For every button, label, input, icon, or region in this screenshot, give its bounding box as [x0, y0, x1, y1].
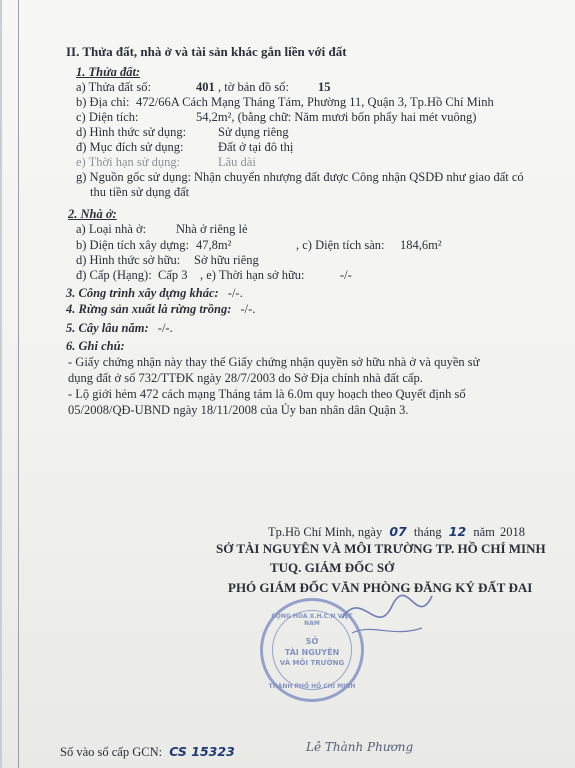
ownership-value: Sở hữu riêng — [194, 253, 259, 267]
item4-line — [66, 302, 255, 317]
signer-title: PHÓ GIÁM ĐỐC VĂN PHÒNG ĐĂNG KÝ ĐẤT ĐAI — [228, 580, 533, 595]
date-day: 07 — [389, 524, 407, 539]
address-value: 472/66A Cách Mạng Tháng Tám, Phường 11, Quận 3, Tp.Hồ Chí Minh — [136, 95, 494, 109]
issuing-org: SỞ TÀI NGUYÊN VÀ MÔI TRƯỜNG TP. HỒ CHÍ MINH — [216, 541, 546, 556]
item4-label: 4. Rừng sản xuất là rừng trồng: — [66, 302, 232, 316]
floor-area-value: 184,6m² — [400, 238, 442, 252]
seal-center-line3: VÀ MÔI TRƯỜNG — [279, 659, 345, 667]
term-value: Lâu dài — [218, 155, 256, 169]
address-label: b) Địa chỉ: — [76, 95, 130, 109]
origin-value-line2: thu tiền sử dụng đất — [90, 185, 190, 199]
date-prefix: Tp.Hồ Chí Minh, ngày — [268, 525, 383, 539]
build-area-label: b) Diện tích xây dựng: — [76, 238, 190, 252]
land-address-row — [76, 95, 494, 110]
origin-value-line1: Nhận chuyển nhượng đất được Công nhận QSDĐ như giao đất có — [194, 170, 524, 184]
tuq-line: TUQ. GIÁM ĐỐC SỞ — [270, 560, 395, 575]
item5-value: -/-. — [157, 321, 173, 335]
item5-line — [66, 321, 173, 336]
seal-center-line1: SỞ — [305, 637, 319, 646]
use-form-label: d) Hình thức sử dụng: — [76, 125, 187, 139]
note1-line1: - Giấy chứng nhận này thay thế Giấy chứng nhận quyền sở hữu nhà ở và quyền sử — [68, 355, 480, 369]
seal-bottom-text: THÀNH PHỐ HỒ CHÍ MINH — [268, 683, 356, 690]
house-area-row — [76, 238, 442, 253]
note2-line2: 05/2008/QĐ-UBND ngày 18/11/2008 của Ủy ban nhân dân Quận 3. — [68, 403, 409, 417]
use-form-value: Sử dụng riêng — [218, 125, 289, 139]
item3-value: -/-. — [227, 286, 243, 300]
year-label: năm — [473, 525, 495, 539]
section-title: II. Thửa đất, nhà ở và tài sản khác gắn liền với đất — [66, 44, 347, 59]
area-label: c) Diện tích: — [76, 110, 139, 124]
house-heading: 2. Nhà ở: — [68, 207, 117, 221]
signer-name: Lê Thành Phương — [306, 740, 414, 754]
house-type-value: Nhà ở riêng lẻ — [176, 222, 248, 236]
house-grade-row — [76, 268, 352, 283]
purpose-label: đ) Mục đích sử dụng: — [76, 140, 184, 154]
notes-heading: 6. Ghi chú: — [66, 339, 125, 353]
house-type-row — [76, 222, 248, 237]
floor-area-label: , c) Diện tích sàn: — [296, 238, 385, 252]
owner-term-label: , e) Thời hạn sở hữu: — [200, 268, 305, 282]
ownership-label: d) Hình thức sở hữu: — [76, 253, 181, 267]
item4-value: -/-. — [240, 302, 256, 316]
register-label: Số vào sổ cấp GCN: — [60, 745, 163, 759]
seal-center-line2: TÀI NGUYÊN — [284, 648, 340, 657]
origin-label: g) Nguồn gốc sử dụng: — [76, 170, 192, 184]
date-year: 2018 — [499, 525, 525, 539]
parcel-number-label: a) Thửa đất số: — [76, 80, 151, 94]
land-parcel-row — [76, 80, 331, 95]
land-term-row — [76, 155, 256, 170]
land-use-form-row — [76, 125, 289, 140]
note2-line1: - Lộ giới hẻm 472 cách mạng Tháng tám là 6.0m quy hoạch theo Quyết định số — [68, 387, 466, 401]
grade-label: đ) Cấp (Hạng): — [76, 268, 152, 282]
map-sheet-label: , tờ bản đồ số: — [218, 80, 289, 94]
month-label: tháng — [413, 525, 442, 539]
grade-value: Cấp 3 — [158, 268, 188, 282]
register-line — [60, 744, 235, 760]
item3-line — [66, 286, 243, 301]
parcel-number-value: 401 — [196, 80, 215, 94]
build-area-value: 47,8m² — [196, 238, 232, 252]
issue-date-line — [268, 524, 525, 540]
date-month: 12 — [448, 524, 467, 539]
house-type-label: a) Loại nhà ở: — [76, 222, 147, 236]
land-purpose-row — [76, 140, 294, 155]
land-area-row — [76, 110, 477, 125]
register-value: CS 15323 — [169, 744, 235, 759]
term-label: e) Thời hạn sử dụng: — [76, 155, 181, 169]
item3-label: 3. Công trình xây dựng khác: — [66, 286, 219, 300]
item5-label: 5. Cây lâu năm: — [66, 321, 149, 335]
land-heading: 1. Thửa đất: — [76, 65, 141, 79]
signature-scribble — [332, 578, 442, 648]
owner-term-value: -/- — [340, 268, 352, 282]
house-ownership-row — [76, 253, 259, 268]
map-sheet-value: 15 — [318, 80, 331, 94]
note1-line2: dụng đất ở số 732/TTĐK ngày 28/7/2003 do Sở Địa chính nhà đất cấp. — [68, 371, 423, 385]
land-origin-row — [76, 170, 524, 185]
seal-top-text: CỘNG HÒA X.H.C.N VIỆT NAM — [271, 613, 353, 627]
area-value: 54,2m², (bằng chữ: Năm mươi bốn phẩy hai mét vuông) — [196, 110, 477, 124]
purpose-value: Đất ở tại đô thị — [218, 140, 294, 154]
